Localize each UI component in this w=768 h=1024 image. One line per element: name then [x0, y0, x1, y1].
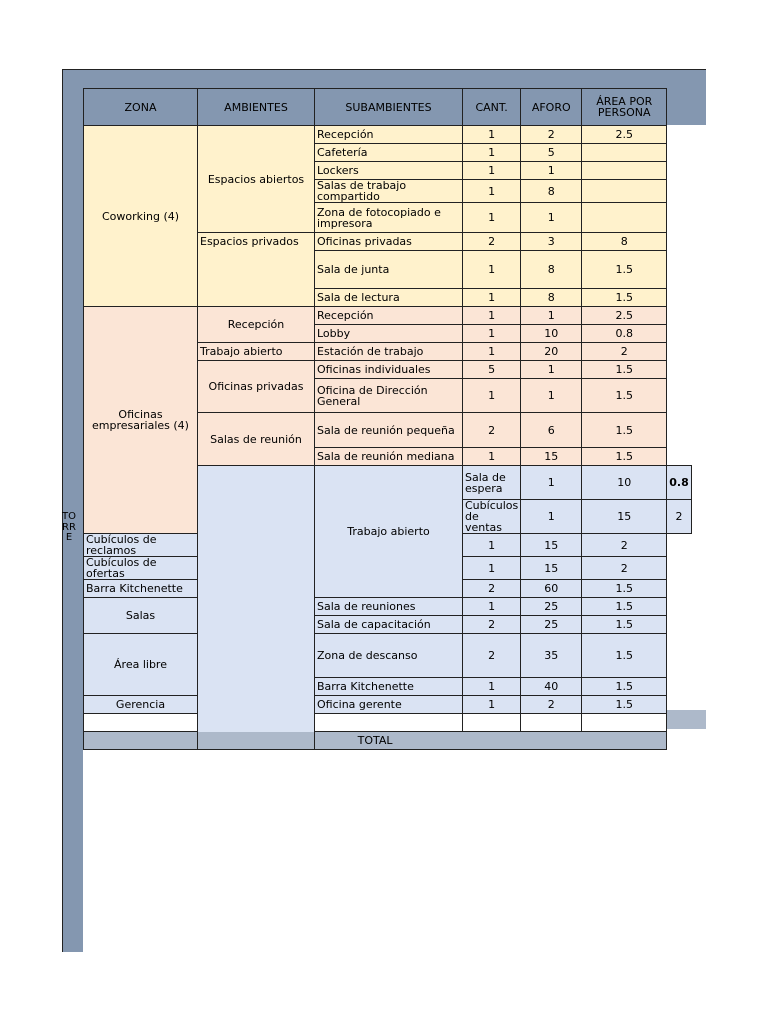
aforo-cell: 2: [521, 696, 582, 714]
area-cell: 2: [582, 534, 667, 557]
area-cell: 1.5: [582, 678, 667, 696]
sub-cell: Barra Kitchenette: [84, 580, 198, 598]
area-cell: 1.5: [582, 616, 667, 634]
sub-cell: Oficinas privadas: [315, 233, 463, 251]
aforo-cell: 60: [521, 580, 582, 598]
cant-cell: 2: [463, 233, 521, 251]
header-zona: ZONA: [84, 89, 198, 126]
aforo-cell: 1: [521, 379, 582, 413]
sub-cell: Salas de trabajo compartido: [315, 180, 463, 203]
aforo-cell: 15: [521, 448, 582, 466]
sub-cell: Sala de espera: [463, 466, 521, 500]
aforo-cell: 5: [521, 144, 582, 162]
area-cell: 1.5: [582, 251, 667, 289]
ambiente-cell: Salas de reunión: [198, 413, 315, 466]
sub-cell: Barra Kitchenette: [315, 678, 463, 696]
sub-cell: Cubículos de ventas: [463, 500, 521, 534]
sub-cell: Sala de junta: [315, 251, 463, 289]
cant-cell: 1: [463, 203, 521, 233]
cant-cell: 1: [463, 126, 521, 144]
empty-cell: [315, 714, 463, 732]
cant-cell: 1: [463, 325, 521, 343]
sub-cell: Oficina gerente: [315, 696, 463, 714]
sub-cell: Recepción: [315, 126, 463, 144]
aforo-cell: 15: [521, 557, 582, 580]
ambiente-cell: Espacios abiertos: [198, 126, 315, 233]
ambiente-cell: Trabajo abierto: [198, 343, 315, 361]
cant-cell: 1: [463, 678, 521, 696]
aforo-cell: 25: [521, 616, 582, 634]
table-row: [84, 307, 692, 325]
program-table: [83, 88, 692, 750]
zone-cell-blank: [198, 466, 315, 750]
table-row: [84, 126, 692, 144]
aforo-cell: 1: [521, 307, 582, 325]
aforo-cell: 2: [521, 126, 582, 144]
ambiente-cell: Salas: [84, 598, 198, 634]
cant-cell: 1: [463, 180, 521, 203]
area-cell: 0.8: [582, 325, 667, 343]
cant-cell: 1: [463, 448, 521, 466]
sub-cell: Sala de reunión mediana: [315, 448, 463, 466]
area-cell: 2: [582, 557, 667, 580]
aforo-cell: 3: [521, 233, 582, 251]
sub-cell: Lobby: [315, 325, 463, 343]
empty-cell: [582, 714, 667, 732]
table-row: [84, 598, 692, 616]
total-row: [84, 732, 692, 750]
area-cell: 1.5: [582, 598, 667, 616]
area-cell: 1.5: [582, 634, 667, 678]
cant-cell: 2: [463, 413, 521, 448]
aforo-cell: 10: [582, 466, 667, 500]
sub-cell: Sala de reuniones: [315, 598, 463, 616]
sub-cell: Cafetería: [315, 144, 463, 162]
empty-cell: [521, 714, 582, 732]
cant-cell: 5: [463, 361, 521, 379]
aforo-cell: 1: [521, 361, 582, 379]
sub-cell: Sala de capacitación: [315, 616, 463, 634]
area-cell: 1.5: [582, 413, 667, 448]
cant-cell: 1: [463, 534, 521, 557]
area-cell: 1.5: [582, 361, 667, 379]
aforo-cell: 10: [521, 325, 582, 343]
sub-cell: Oficinas individuales: [315, 361, 463, 379]
ambiente-cell: Trabajo abierto: [315, 466, 463, 598]
area-cell: 1.5: [582, 448, 667, 466]
area-cell: 2: [667, 500, 692, 534]
aforo-cell: 35: [521, 634, 582, 678]
total-label: TOTAL: [84, 732, 667, 750]
sub-cell: Estación de trabajo: [315, 343, 463, 361]
header-subambientes: SUBAMBIENTES: [315, 89, 463, 126]
cant-cell: 2: [463, 580, 521, 598]
area-cell: 8: [582, 233, 667, 251]
cant-cell: 1: [463, 598, 521, 616]
ambiente-cell: Recepción: [198, 307, 315, 343]
area-cell: 2: [582, 343, 667, 361]
cant-cell: 1: [521, 500, 582, 534]
zone-cell-oficinas: Oficinas empresariales (4): [84, 307, 198, 534]
sub-cell: Sala de reunión pequeña: [315, 413, 463, 448]
cant-cell: 1: [463, 379, 521, 413]
area-cell: 1.5: [582, 696, 667, 714]
area-cell: 2.5: [582, 307, 667, 325]
cant-cell: 1: [463, 307, 521, 325]
top-band: [62, 69, 706, 88]
area-cell: [582, 203, 667, 233]
zone-cell-coworking: Coworking (4): [84, 126, 198, 307]
ambiente-cell: Gerencia: [84, 696, 198, 714]
sub-cell: Sala de lectura: [315, 289, 463, 307]
sub-cell: Cubículos de reclamos: [84, 534, 198, 557]
empty-row: [84, 714, 692, 732]
aforo-cell: 15: [582, 500, 667, 534]
area-cell: 2.5: [582, 126, 667, 144]
sub-cell: Zona de descanso: [315, 634, 463, 678]
cant-cell: 1: [463, 144, 521, 162]
aforo-cell: 8: [521, 289, 582, 307]
cant-cell: 1: [463, 696, 521, 714]
cant-cell: 1: [463, 557, 521, 580]
sub-cell: Oficina de Dirección General: [315, 379, 463, 413]
header-ambientes: AMBIENTES: [198, 89, 315, 126]
sub-cell: Lockers: [315, 162, 463, 180]
table-row: [84, 696, 692, 714]
cant-cell: 1: [463, 289, 521, 307]
header-area: ÁREA POR PERSONA: [582, 89, 667, 126]
area-cell: [582, 162, 667, 180]
header-row: [84, 89, 692, 126]
header-cant: CANT.: [463, 89, 521, 126]
aforo-cell: 20: [521, 343, 582, 361]
cant-cell: 1: [463, 251, 521, 289]
area-cell: 0.8: [667, 466, 692, 500]
ambiente-cell: Área libre: [84, 634, 198, 696]
sub-cell: Zona de fotocopiado e impresora: [315, 203, 463, 233]
aforo-cell: 1: [521, 203, 582, 233]
cant-cell: 1: [521, 466, 582, 500]
sub-cell: Cubículos de ofertas: [84, 557, 198, 580]
sub-cell: Recepción: [315, 307, 463, 325]
aforo-cell: 8: [521, 251, 582, 289]
area-cell: [582, 144, 667, 162]
area-cell: 1.5: [582, 580, 667, 598]
aforo-cell: 6: [521, 413, 582, 448]
cant-cell: 2: [463, 634, 521, 678]
header-aforo: AFORO: [521, 89, 582, 126]
aforo-cell: 8: [521, 180, 582, 203]
ambiente-cell: Oficinas privadas: [198, 361, 315, 413]
area-cell: [582, 180, 667, 203]
table-row: [84, 634, 692, 678]
cant-cell: 1: [463, 162, 521, 180]
area-cell: 1.5: [582, 379, 667, 413]
torre-side-label: TORRE: [62, 511, 76, 544]
ambiente-cell: Espacios privados: [198, 233, 315, 307]
aforo-cell: 40: [521, 678, 582, 696]
aforo-cell: 15: [521, 534, 582, 557]
aforo-cell: 25: [521, 598, 582, 616]
area-cell: 1.5: [582, 289, 667, 307]
aforo-cell: 1: [521, 162, 582, 180]
empty-cell: [463, 714, 521, 732]
cant-cell: 1: [463, 343, 521, 361]
empty-cell: [84, 714, 198, 732]
cant-cell: 2: [463, 616, 521, 634]
